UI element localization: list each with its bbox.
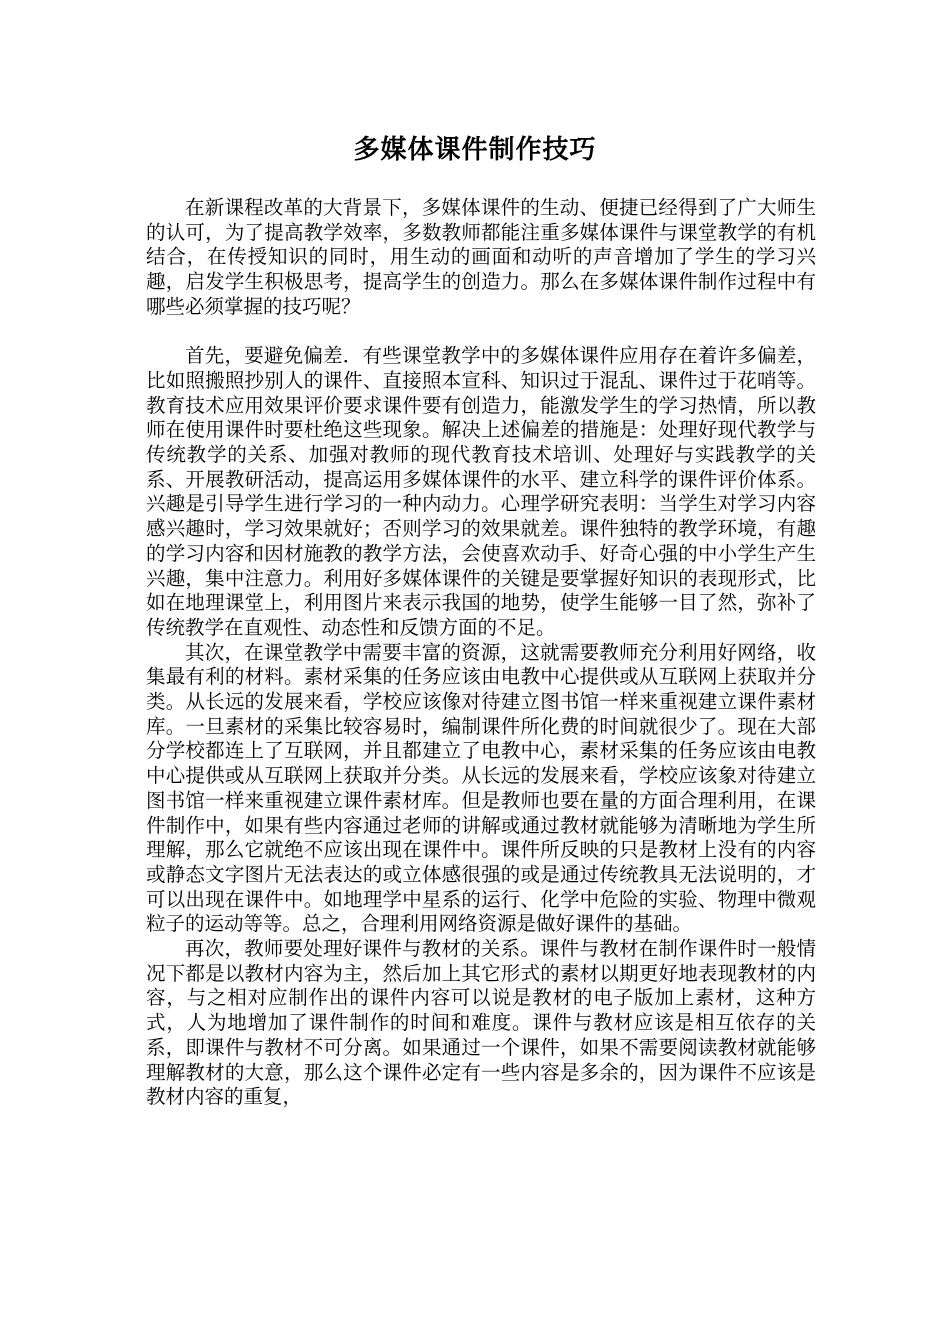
document-body — [146, 196, 816, 1110]
paragraph-first-point: 首先，要避免偏差．有些课堂教学中的多媒体课件应用存在着许多偏差，比如照搬照抄别人的课件、直接照本宣科、知识过于混乱、课件过于花哨等。教育技术应用效果评价要求课件要有创造力，能激发学生的学习热情，所以教师在使用课件时要杜绝这些现象。解决上述偏差的措施是：处理好现代教学与传统教学的关系、加强对教师的现代教育技术培训、处理好与实践教学的关系、开展教研活动，提高运用多媒体课件的水平、建立科学的课件评价体系。兴趣是引导学生进行学习的一种内动力。心理学研究表明：当学生对学习内容感兴趣时，学习效果就好；否则学习的效果就差。课件独特的教学环境，有趣的学习内容和因材施教的教学方法，会使喜欢动手、好奇心强的中小学生产生兴趣，集中注意力。利用好多媒体课件的关键是要掌握好知识的表现形式，比如在地理课堂上，利用图片来表示我国的地势，使学生能够一目了然，弥补了传统教学在直观性、动态性和反馈方面的不足。 — [146, 344, 816, 639]
document-title: 多媒体课件制作技巧 — [353, 135, 597, 165]
paragraph-second-point: 其次，在课堂教学中需要丰富的资源，这就需要教师充分利用好网络，收集最有利的材料。素材采集的任务应该由电教中心提供或从互联网上获取并分类。从长远的发展来看，学校应该像对待建立图书馆一样来重视建立课件素材库。一旦素材的采集比较容易时，编制课件所化费的时间就很少了。现在大部分学校都连上了互联网，并且都建立了电教中心，素材采集的任务应该由电教中心提供或从互联网上获取并分类。从长远的发展来看，学校应该象对待建立图书馆一样来重视建立课件素材库。但是教师也要在量的方面合理利用，在课件制作中，如果有些内容通过老师的讲解或通过教材就能够为清晰地为学生所理解，那么它就绝不应该出现在课件中。课件所反映的只是教材上没有的内容或静态文字图片无法表达的或立体感很强的或是通过传统教具无法说明的，才可以出现在课件中。如地理学中星系的运行、化学中危险的实验、物理中微观粒子的运动等等。总之，合理利用网络资源是做好课件的基础。 — [146, 640, 816, 936]
paragraph-third-point: 再次，教师要处理好课件与教材的关系。课件与教材在制作课件时一般情况下都是以教材内容为主，然后加上其它形式的素材以期更好地表现教材的内容，与之相对应制作出的课件内容可以说是教材的电子版加上素材，这种方式，人为地增加了课件制作的时间和难度。课件与教材应该是相互依存的关系，即课件与教材不可分离。如果通过一个课件，如果不需要阅读教材就能够理解教材的大意，那么这个课件必定有一些内容是多余的，因为课件不应该是教材内容的重复， — [146, 937, 816, 1109]
paragraph-intro: 在新课程改革的大背景下，多媒体课件的生动、便捷已经得到了广大师生的认可，为了提高教学效率，多数教师都能注重多媒体课件与课堂教学的有机结合，在传授知识的同时，用生动的画面和动听的声音增加了学生的学习兴趣，启发学生积极思考，提高学生的创造力。那么在多媒体课件制作过程中有哪些必须掌握的技巧呢？ — [146, 196, 816, 318]
